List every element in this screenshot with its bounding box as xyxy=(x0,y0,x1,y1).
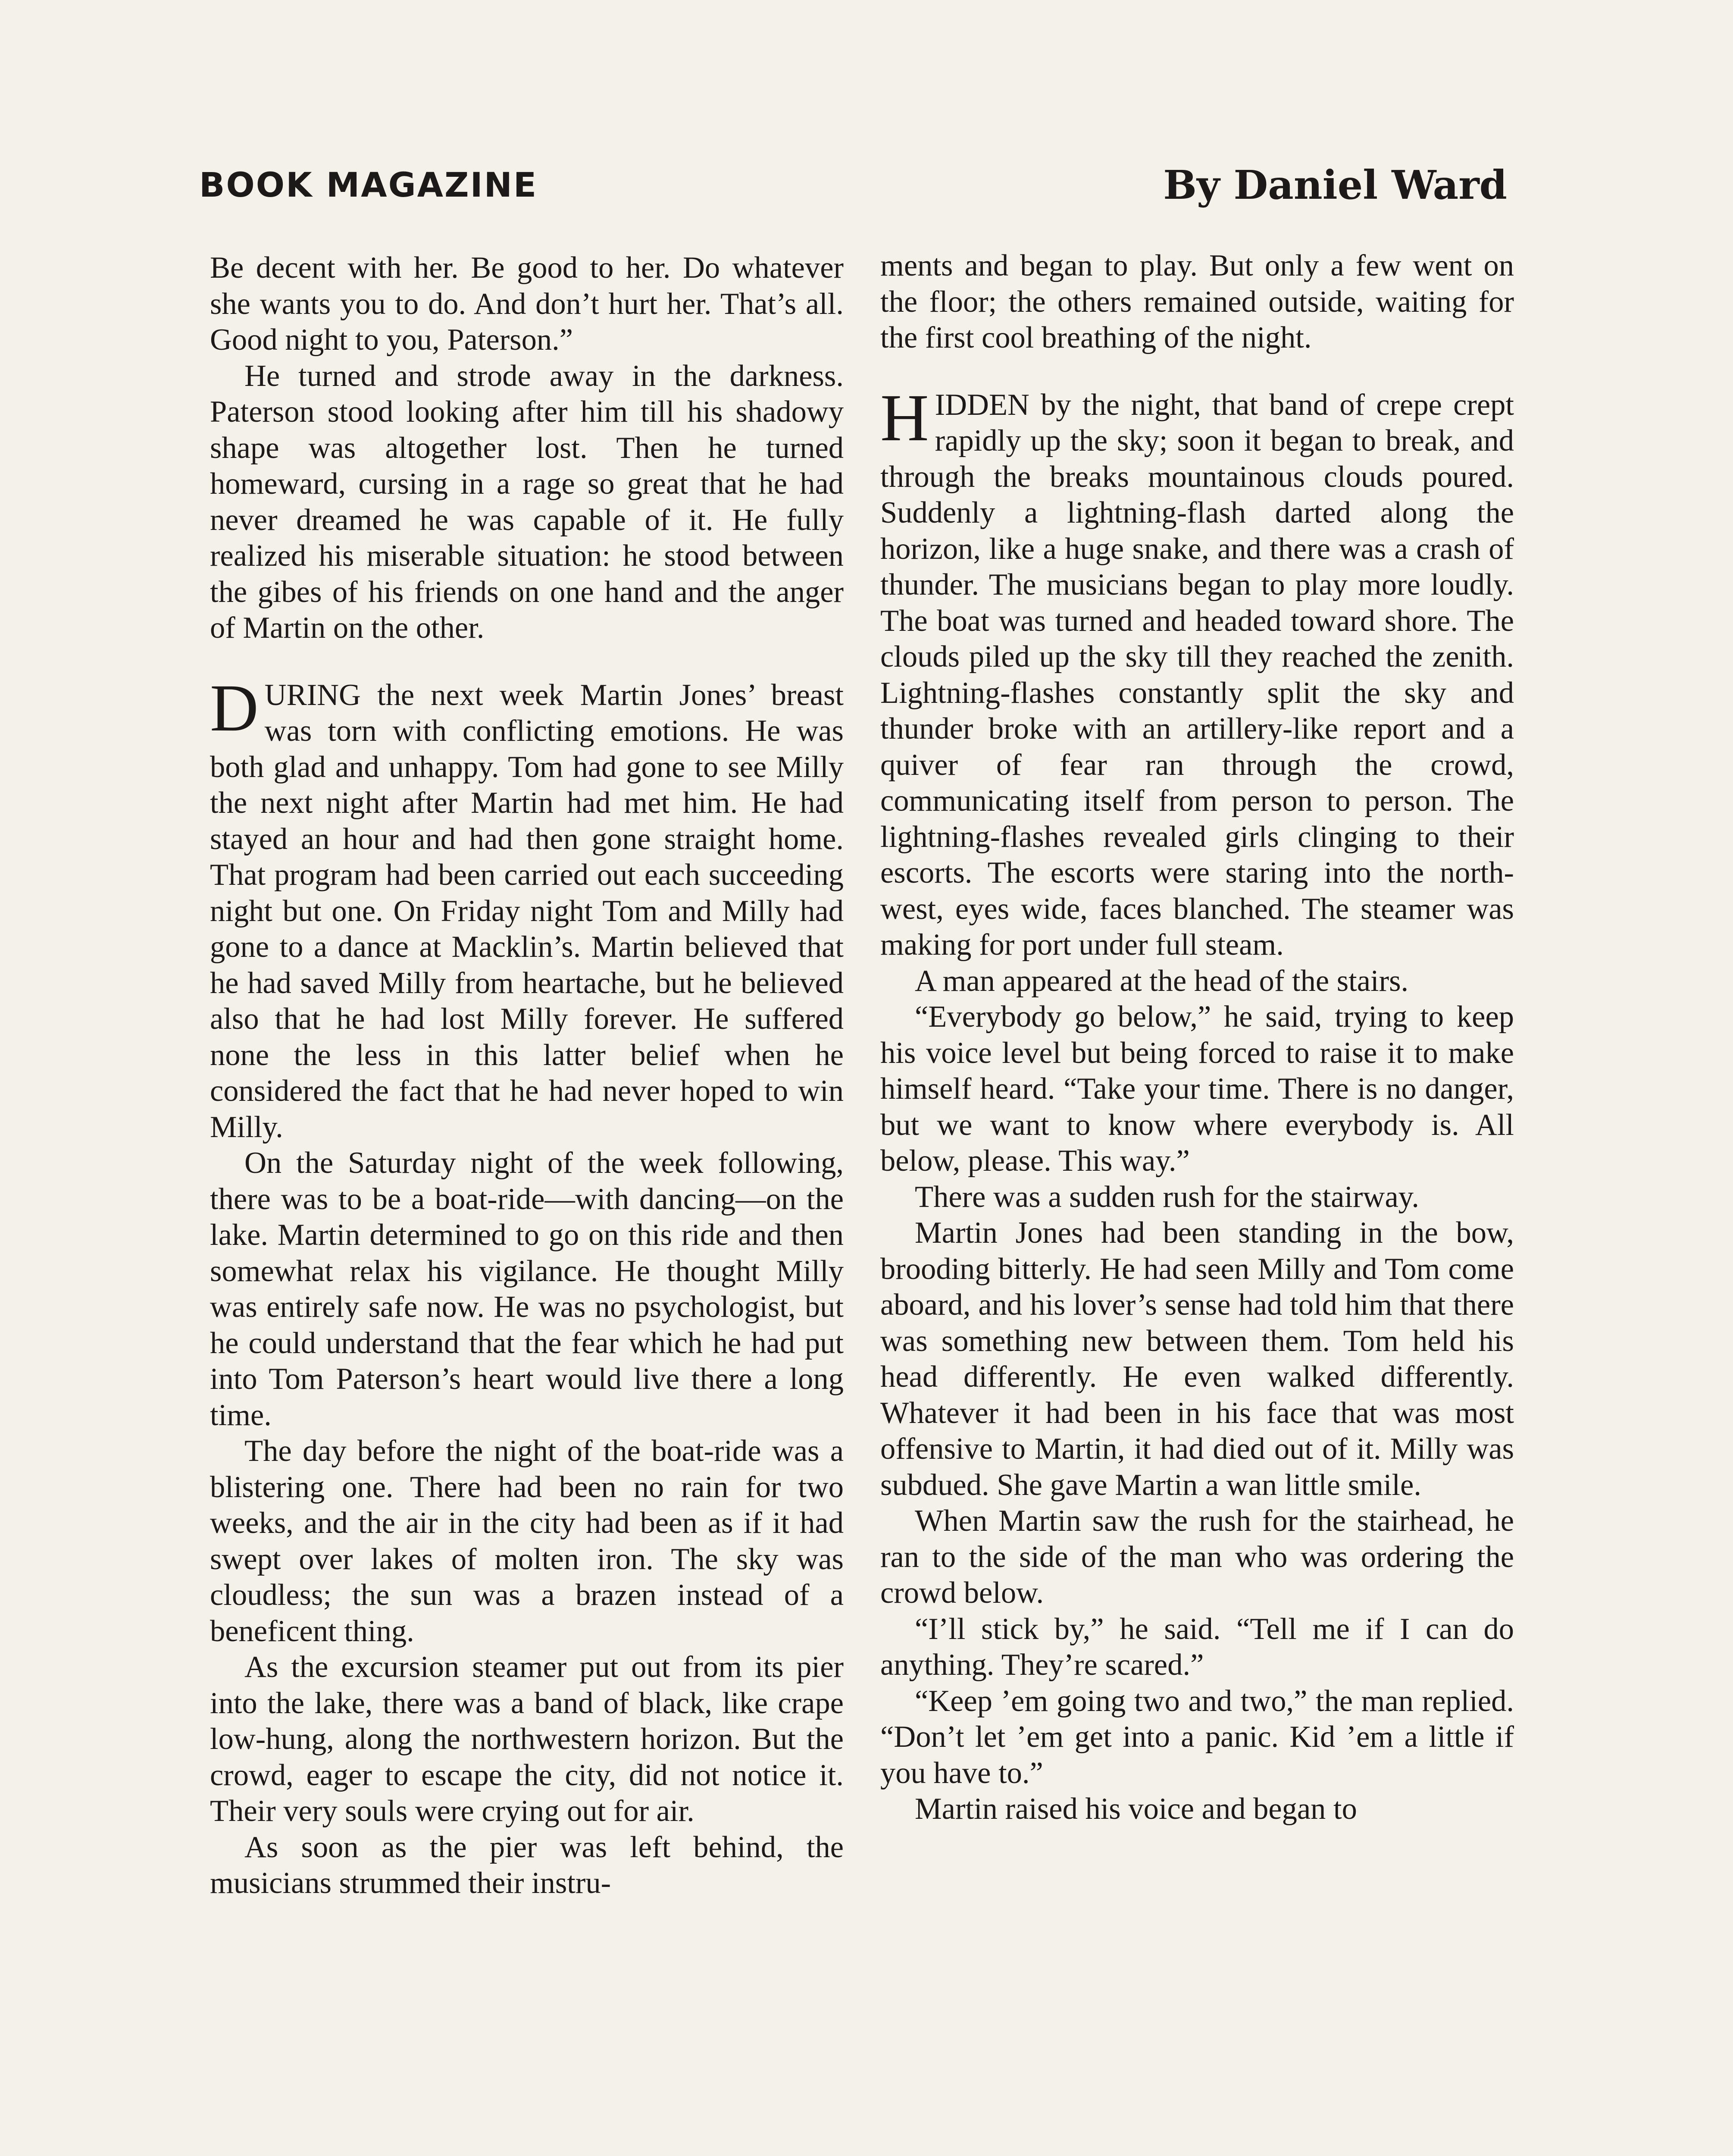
paragraph: A man appeared at the head of the stairs. xyxy=(915,964,1409,998)
paragraph: He turned and strode away in the darkness. Paterson stood looking after him till his shadowy shape was altogether lost. Then he turned homeward, cursing in a rage so great that he had never dreamed he was capable of it. He fully realized his miserable situation: he stood between the gibes of his friends on one hand and the anger of Martin on the other. xyxy=(210,359,844,645)
paragraph: Martin raised his voice and began to xyxy=(915,1792,1357,1826)
publication-title: BOOK MAGAZINE xyxy=(199,166,538,205)
paragraph: There was a sudden rush for the stairway. xyxy=(915,1180,1420,1214)
paragraph: As the excursion steamer put out from its pier into the lake, there was a band of black, like crape low-hung, along the northwestern horizon. But the crowd, eager to escape the city, did not notice it. Their very souls were crying out for air. xyxy=(210,1650,844,1828)
section-opening-text: IDDEN by the night, that band of crepe crept rapidly up the sky; soon it began to break, and through the breaks mountainous clouds poured. Suddenly a lightning-flash darted along the horizon, like a huge snake, and there was a crash of thunder. The musicians began to play more loudly. The boat was turned and headed toward shore. The clouds piled up the sky till they reached the zenith. Lightning-flashes constantly split the sky and thunder broke with an artillery-like report and a quiver of fear ran through the crowd, communicating itself from person to person. The lightning-flashes revealed girls clinging to their escorts. The escorts were staring into the north-west, eyes wide, faces blanched. The steamer was making for port under full steam. xyxy=(880,388,1514,962)
drop-cap: H xyxy=(880,380,929,455)
section-opening-paragraph xyxy=(880,380,1514,963)
section-opening-paragraph xyxy=(210,670,844,1146)
paragraph: “Keep ’em going two and two,” the man replied. “Don’t let ’em get into a panic. Kid ’em a little if you have to.” xyxy=(880,1684,1514,1790)
paragraph: As soon as the pier was left behind, the musicians strummed their instru- xyxy=(210,1830,844,1900)
left-column xyxy=(210,250,844,1902)
section-opening-text: URING the next week Martin Jones’ breast was torn with conflicting emotions. He was both glad and unhappy. Tom had gone to see Milly the next night after Martin had met him. He had stayed an hour and had then gone straight home. That program had been carried out each succeeding night but one. On Friday night Tom and Milly had gone to a dance at Macklin’s. Martin believed that he had saved Milly from heartache, but he believed also that he had lost Milly forever. He suffered none the less in this latter belief when he considered the fact that he had never hoped to win Milly. xyxy=(210,678,844,1144)
page-header xyxy=(199,162,1507,213)
paragraph: Martin Jones had been standing in the bow, brooding bitterly. He had seen Milly and Tom come aboard, and his lover’s sense had told him that there was something new between them. Tom held his head differently. He even walked differently. Whatever it had been in his face that was most offensive to Martin, it had died out of it. Milly was subdued. She gave Martin a wan little smile. xyxy=(880,1216,1514,1502)
paragraph: When Martin saw the rush for the stairhead, he ran to the side of the man who was ordering the crowd below. xyxy=(880,1504,1514,1610)
paragraph: On the Saturday night of the week following, there was to be a boat-ride—with dancing—on the lake. Martin determined to go on this ride and then somewhat relax his vigilance. He thought Milly was entirely safe now. He was no psychologist, but he could understand that the fear which he had put into Tom Paterson’s heart would live there a long time. xyxy=(210,1146,844,1432)
paragraph: “I’ll stick by,” he said. “Tell me if I can do anything. They’re scared.” xyxy=(880,1612,1514,1682)
drop-cap: D xyxy=(210,670,259,745)
right-column xyxy=(880,248,1514,1827)
author-byline: By Daniel Ward xyxy=(1163,162,1507,208)
paragraph: Be decent with her. Be good to her. Do whatever she wants you to do. And don’t hurt her. That’s all. Good night to you, Paterson.” xyxy=(210,251,844,357)
paragraph: ments and began to play. But only a few went on the floor; the others remained outside, waiting for the first cool breathing of the night. xyxy=(880,249,1514,354)
paragraph: “Everybody go below,” he said, trying to keep his voice level but being forced to raise it to make himself heard. “Take your time. There is no danger, but we want to know where everybody is. All below, please. This way.” xyxy=(880,1000,1514,1178)
paragraph: The day before the night of the boat-ride was a blistering one. There had been no rain for two weeks, and the air in the city had been as if it had swept over lakes of molten iron. The sky was cloudless; the sun was a brazen instead of a beneficent thing. xyxy=(210,1434,844,1648)
